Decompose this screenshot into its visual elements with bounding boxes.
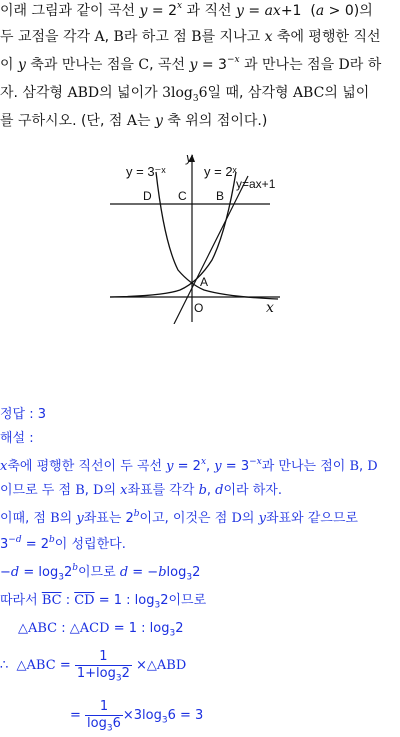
solution-line-1: x축에 평행한 직선이 두 곡선 $y = 2^x$, $y = 3^{-x}$과 만나는 점이 B, D [0, 456, 378, 474]
fraction-2: $\frac{1}{\log_36}$ [87, 699, 121, 734]
label-point-D: D [143, 189, 152, 203]
label-y-axis: y [186, 152, 193, 165]
explain-header: 해설 : [0, 431, 34, 446]
solution-line-3: 이때, 점 B의 y좌표는 2$^b$이고, 이것은 점 D의 y좌표와 같으므로 [0, 508, 358, 526]
solution-line-2: 이므로 두 점 B, D의 x좌표를 각각 b, d이라 하자. [0, 483, 282, 498]
problem-line-1: 이래 그림과 같이 곡선 $y = 2^x$ 과 직선 y = ax+1 (a > 0)의 [0, 1, 373, 19]
label-origin: O [194, 301, 204, 315]
problem-line-3: 이 y 축과 만나는 점을 C, 곡선 $y = 3^{-x}$ 과 만나는 점을 D라 하 [0, 55, 382, 73]
solution-line-6: 따라서 $\overline{BC}$ : $\overline{CD} = 1$ : $\log_32$이므로 [0, 593, 207, 611]
solution-line-4: $3^{-d} = 2^b$이 성립한다. [0, 534, 126, 552]
label-curve-2x: y = 2ˣ [204, 164, 237, 179]
fraction-1: $\frac{1}{1+\log_32}$ [76, 649, 130, 684]
problem-line-5: 를 구하시오. (단, 점 A는 y 축 위의 점이다.) [0, 113, 268, 129]
solution-line-8: ∴ △ABC = $\frac{1}{1+\log_32}$ ×△ABD [0, 649, 187, 684]
solution-line-7: △ABC : △ACD = 1 : $\log_32$ [18, 621, 184, 639]
label-line: y=ax+1 [236, 177, 276, 191]
label-curve-3x: y = 3⁻ˣ [126, 164, 166, 179]
answer-line: 정답 : 3 [0, 407, 47, 422]
label-point-B: B [216, 189, 225, 203]
label-x-axis: x [266, 300, 274, 316]
problem-line-2: 두 교점을 각각 A, B라 하고 점 B를 지나고 x 축에 평행한 직선 [0, 29, 381, 45]
label-point-C: C [178, 189, 187, 203]
problem-line-4: 자. 삼각형 ABD의 넓이가 $3\log_36$일 때, 삼각형 ABC의 넓이 [0, 85, 370, 104]
solution-line-9: = $\frac{1}{\log_36}$ $\times 3\log_36 = 3$ [70, 699, 204, 734]
label-point-A: A [200, 275, 209, 289]
solution-line-5: $-d = \log_32^b$이므로 d = −blog$_3$2 [0, 562, 201, 583]
graph-figure [108, 152, 298, 324]
